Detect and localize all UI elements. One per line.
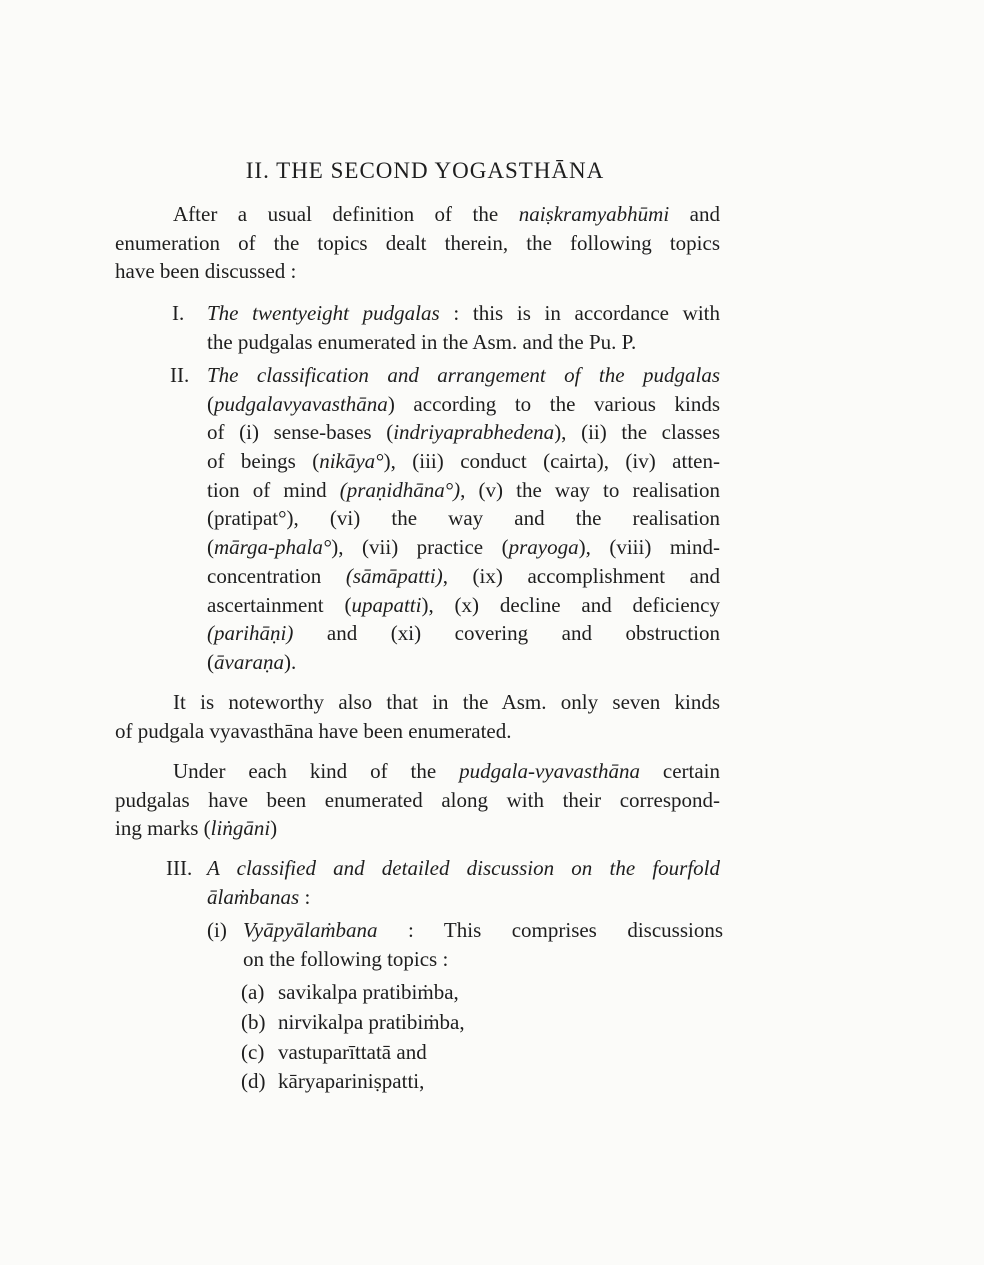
text-run: have been discussed : (115, 259, 297, 284)
italic-term: The twentyeight pudgalas (207, 301, 440, 325)
text-run: : This comprises discussions (377, 918, 723, 942)
text-run: ) (270, 816, 278, 841)
italic-term: prayoga (508, 535, 579, 560)
text-line (207, 854, 720, 883)
text-line (115, 257, 720, 286)
italic-term: naiṣkramyabhūmi (518, 202, 670, 226)
list-item-sub1 (243, 916, 723, 973)
text-run: It is noteworthy also that in the Asm. only seven kinds (173, 690, 720, 714)
text-run: kāryapariniṣpatti, (278, 1069, 425, 1093)
section-title: II. THE SECOND YOGASTHĀNA (245, 158, 605, 183)
text-run: : (299, 884, 311, 909)
list-item-a (278, 978, 678, 1007)
text-run: ascertainment ( (207, 592, 352, 617)
list-number: III. (166, 856, 193, 880)
list-item-b (278, 1008, 678, 1037)
list-item-d (278, 1067, 678, 1096)
italic-term: mārga-phala° (214, 535, 332, 560)
italic-term: (parihāṇi) (207, 621, 294, 646)
list-item-item3 (207, 854, 720, 911)
text-run: ( (207, 535, 214, 560)
italic-term: A classified and detailed discussion on the fourfold (207, 856, 720, 880)
text-line (207, 328, 720, 357)
text-run: and (xi) covering and obstruction (293, 621, 720, 646)
paragraph-p3 (115, 757, 720, 843)
text-run: enumeration of the topics dealt therein, the following topics (115, 230, 720, 255)
italic-term: pudgala-vyavasthāna (459, 759, 640, 783)
list-number: II. (170, 363, 190, 387)
text-line (278, 1008, 678, 1037)
list-number: (b) (241, 1010, 266, 1034)
text-line (207, 562, 720, 591)
text-line (115, 757, 720, 786)
text-run: ). (284, 649, 297, 674)
italic-term: liṅgāni (210, 816, 271, 841)
text-run: of (i) sense-bases ( (207, 420, 394, 445)
text-line (243, 945, 723, 974)
text-line (207, 504, 720, 533)
list-number: (i) (207, 918, 227, 942)
list-number: I. (172, 301, 185, 325)
text-run: ( (207, 649, 214, 674)
italic-term: The classification and arrangement of the pudgalas (207, 363, 720, 387)
text-line (115, 717, 720, 746)
text-run: ), (viii) mind- (578, 535, 720, 560)
text-run: certain (639, 759, 721, 783)
paragraph-p1 (115, 200, 720, 286)
list-item-item1 (207, 299, 720, 356)
text-run: , (v) the way to realisation (460, 477, 720, 502)
text-run: pudgalas have been enumerated along with their correspond- (115, 787, 720, 812)
text-run: (pratipat°), (vi) the way and the realisation (207, 506, 720, 531)
text-run: ), (vii) practice ( (331, 535, 509, 560)
italic-term: indriyaprabhedena (393, 420, 555, 445)
italic-term: nikāya° (319, 449, 384, 474)
text-run: of pudgala vyavasthāna have been enumerated. (115, 718, 512, 743)
text-run: ), (x) decline and deficiency (421, 592, 720, 617)
text-line (207, 361, 720, 390)
text-line (115, 786, 720, 815)
text-run: tion of mind (207, 477, 340, 502)
italic-term: ālaṁbanas (207, 884, 300, 909)
list-number: (c) (241, 1040, 265, 1064)
list-item-item2 (207, 361, 720, 677)
text-line (207, 648, 720, 677)
text-line (207, 476, 720, 505)
italic-term: upapatti (351, 592, 422, 617)
text-line (207, 418, 720, 447)
text-line (207, 299, 720, 328)
italic-term: Vyāpyālaṁbana (243, 918, 378, 942)
list-number: (d) (241, 1069, 266, 1093)
text-run: , (ix) accomplishment and (442, 563, 720, 588)
text-line (207, 591, 720, 620)
text-run: ing marks ( (115, 816, 211, 841)
italic-term: āvaraṇa (214, 649, 284, 674)
text-line (207, 533, 720, 562)
paragraph-p2 (115, 688, 720, 745)
text-line (278, 978, 678, 1007)
list-number: (a) (241, 980, 265, 1004)
list-item-c (278, 1038, 678, 1067)
text-line (278, 1038, 678, 1067)
text-run: ) according to the various kinds (387, 391, 720, 416)
text-line (115, 688, 720, 717)
text-run: and (669, 202, 720, 226)
text-line (243, 916, 723, 945)
text-run: concentration (207, 563, 346, 588)
text-run: nirvikalpa pratibiṁba, (278, 1010, 465, 1034)
text-line (207, 447, 720, 476)
text-line (115, 229, 720, 258)
text-line (207, 883, 720, 912)
italic-term: pudgalavyavasthāna (214, 391, 388, 416)
text-run: vastuparīttatā and (278, 1040, 427, 1064)
text-line (207, 390, 720, 419)
text-run: ), (iii) conduct (cairta), (iv) atten- (383, 449, 720, 474)
text-run: : this is in accordance with (439, 301, 720, 325)
text-line (207, 619, 720, 648)
text-run: of beings ( (207, 449, 320, 474)
text-run: Under each kind of the (173, 759, 460, 783)
text-line (115, 200, 720, 229)
text-run: ( (207, 391, 214, 416)
text-run: After a usual definition of the (173, 202, 519, 226)
italic-term: (sāmāpatti) (345, 563, 443, 588)
italic-term: (praṇidhāna°) (339, 477, 461, 502)
text-run: savikalpa pratibiṁba, (278, 980, 459, 1004)
text-line (115, 814, 720, 843)
text-run: on the following topics : (243, 946, 449, 971)
text-run: the pudgalas enumerated in the Asm. and the Pu. P. (207, 329, 637, 354)
text-line (278, 1067, 678, 1096)
text-run: ), (ii) the classes (554, 420, 720, 445)
